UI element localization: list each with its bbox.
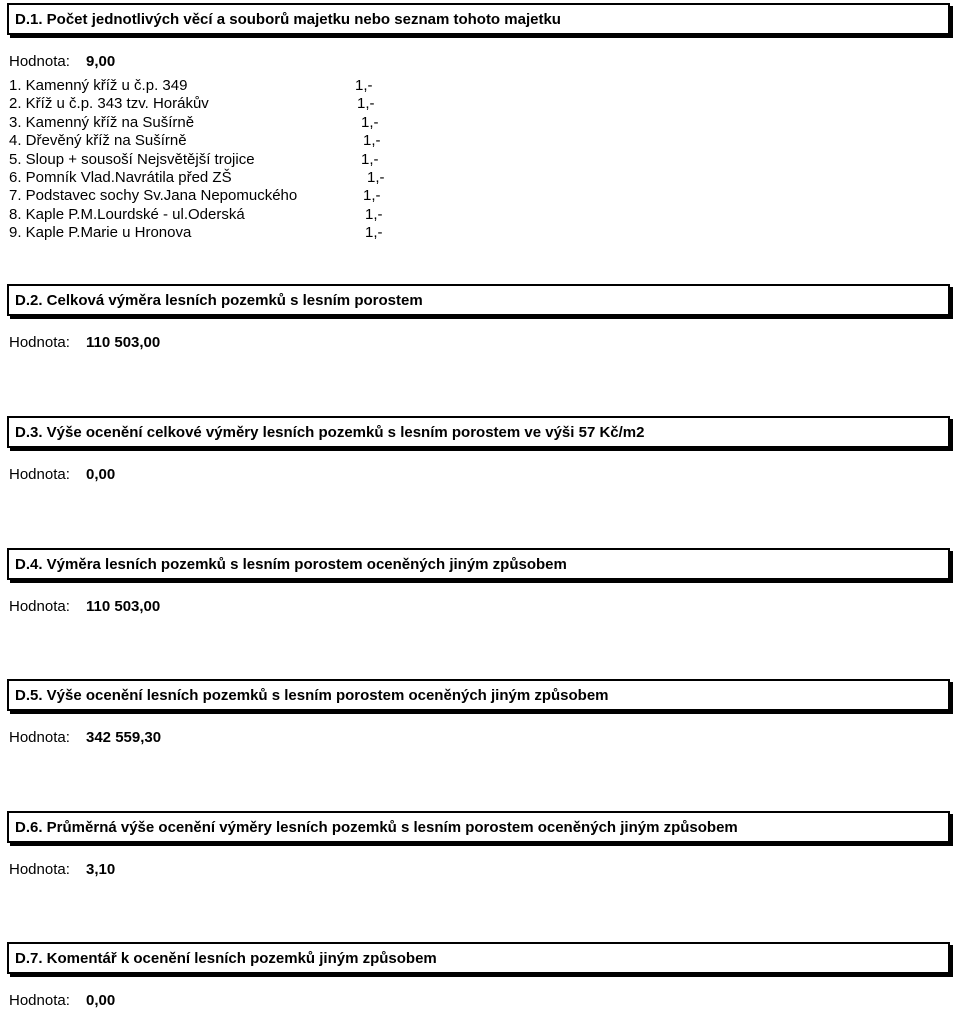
value-number: 3,10 (86, 861, 116, 878)
section-header-d2: D.2. Celková výměra lesních pozemků s lesním porostem (7, 284, 950, 316)
list-item (9, 77, 373, 95)
list-item (9, 150, 379, 169)
value-label: Hodnota: (9, 53, 70, 70)
section-header-d1: D.1. Počet jednotlivých věcí a souborů majetku nebo seznam tohoto majetku (7, 3, 950, 35)
list-item (9, 132, 381, 150)
asset-list (9, 77, 385, 243)
item-amount: 1,- (365, 205, 383, 223)
list-item (9, 224, 383, 242)
list-item (9, 187, 381, 205)
item-amount: 1,- (357, 95, 375, 113)
item-amount: 1,- (361, 150, 379, 168)
value-label: Hodnota: (9, 729, 70, 746)
value-label: Hodnota: (9, 598, 70, 615)
value-row-d6 (9, 861, 115, 878)
item-amount: 1,- (361, 113, 379, 131)
value-label: Hodnota: (9, 466, 70, 483)
list-item (9, 95, 375, 113)
item-name: 6. Pomník Vlad.Navrátila před ZŠ (9, 168, 232, 186)
item-name: 7. Podstavec sochy Sv.Jana Nepomuckého (9, 187, 298, 205)
section-header-d3: D.3. Výše ocenění celkové výměry lesních pozemků s lesním porostem ve výši 57 Kč/m2 (7, 416, 950, 448)
value-row-d1 (9, 53, 115, 70)
value-row-d7 (9, 992, 115, 1009)
value-label: Hodnota: (9, 861, 70, 878)
item-amount: 1,- (363, 187, 381, 205)
item-name: 8. Kaple P.M.Lourdské - ul.Oderská (9, 205, 245, 223)
value-number: 9,00 (86, 53, 116, 70)
item-name: 5. Sloup + sousoší Nejsvětější trojice (9, 150, 255, 168)
item-name: 3. Kamenný kříž na Sušírně (9, 113, 195, 131)
value-number: 0,00 (86, 466, 116, 483)
section-header-d7: D.7. Komentář k ocenění lesních pozemků jiným způsobem (7, 942, 950, 974)
item-amount: 1,- (365, 224, 383, 242)
value-number: 342 559,30 (86, 729, 162, 746)
list-item (9, 113, 379, 132)
value-row-d3 (9, 466, 115, 483)
value-label: Hodnota: (9, 334, 70, 351)
item-name: 2. Kříž u č.p. 343 tzv. Horákův (9, 95, 209, 113)
item-amount: 1,- (355, 77, 373, 94)
item-name: 1. Kamenný kříž u č.p. 349 (9, 77, 188, 94)
section-header-d5: D.5. Výše ocenění lesních pozemků s lesním porostem oceněných jiným způsobem (7, 679, 950, 711)
list-item (9, 205, 383, 224)
item-name: 4. Dřevěný kříž na Sušírně (9, 132, 187, 150)
value-row-d2 (9, 334, 160, 351)
item-name: 9. Kaple P.Marie u Hronova (9, 224, 192, 242)
value-number: 110 503,00 (86, 334, 161, 351)
item-amount: 1,- (363, 132, 381, 150)
section-header-d6: D.6. Průměrná výše ocenění výměry lesních pozemků s lesním porostem oceněných jiným způsobem (7, 811, 950, 843)
list-item (9, 168, 385, 187)
value-number: 110 503,00 (86, 598, 161, 615)
value-row-d5 (9, 729, 161, 746)
value-label: Hodnota: (9, 992, 70, 1009)
value-number: 0,00 (86, 992, 116, 1009)
item-amount: 1,- (367, 168, 385, 186)
value-row-d4 (9, 598, 160, 615)
section-header-d4: D.4. Výměra lesních pozemků s lesním porostem oceněných jiným způsobem (7, 548, 950, 580)
